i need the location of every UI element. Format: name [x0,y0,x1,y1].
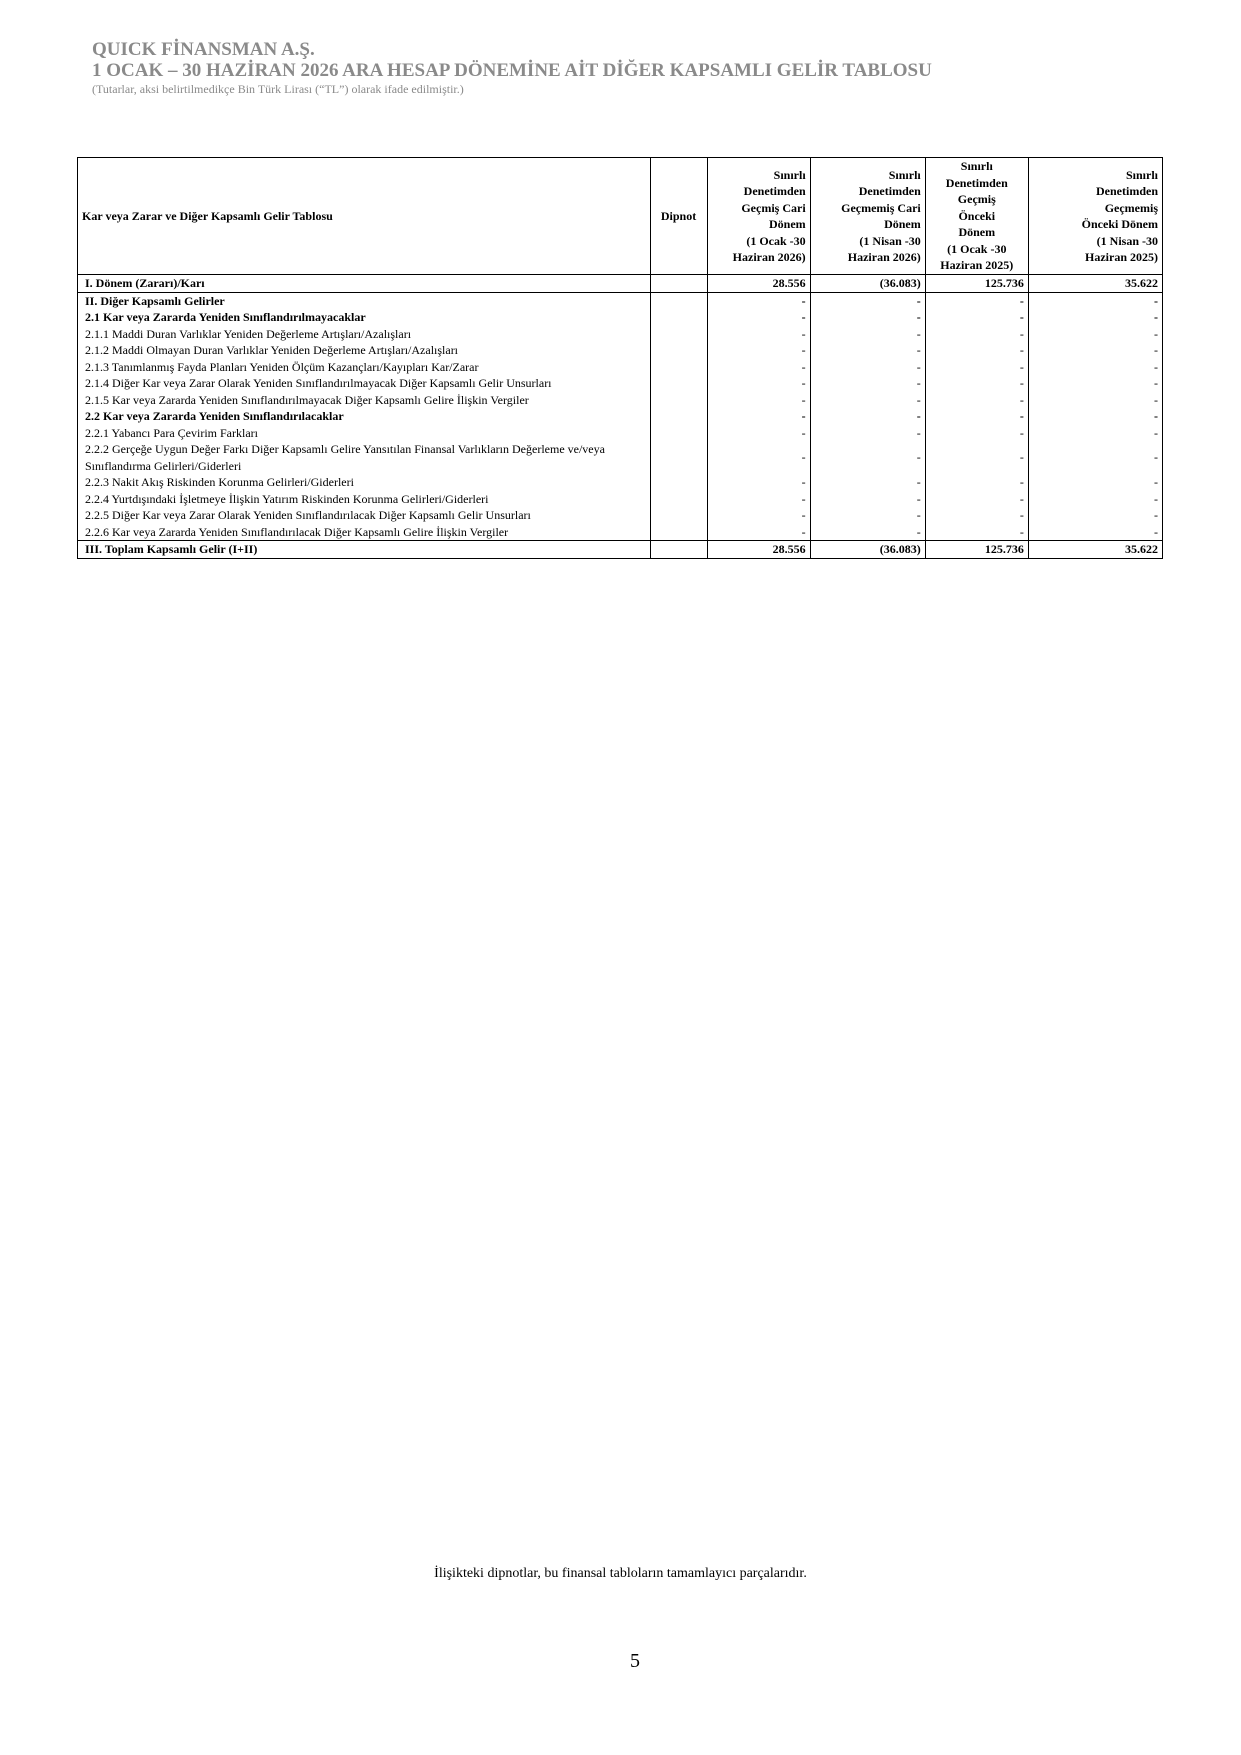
row-label: 2.2 Kar veya Zararda Yeniden Sınıflandırılacaklar [78,408,651,425]
row-note [650,375,707,392]
row-value: - [707,507,810,524]
row-value: - [1028,309,1162,326]
row-value: - [1028,375,1162,392]
row-value: - [925,359,1028,376]
row-value: 125.736 [925,275,1028,293]
row-value: - [810,375,925,392]
row-value: - [1028,441,1162,474]
row-label: 2.2.6 Kar veya Zararda Yeniden Sınıflandırılacak Diğer Kapsamlı Gelire İlişkin Vergiler [78,524,651,541]
row-value: - [925,309,1028,326]
table-row [78,474,1163,491]
header-line: Dönem [958,225,996,240]
header-period-2 [810,158,925,275]
row-value: - [707,359,810,376]
header-line: (1 Nisan -30 [1096,233,1158,248]
table-row [78,342,1163,359]
row-value: 125.736 [925,541,1028,559]
row-label: 2.1.4 Diğer Kar veya Zarar Olarak Yeniden Sınıflandırılmayacak Diğer Kapsamlı Gelir Unsurları [78,375,651,392]
row-label: 2.1 Kar veya Zararda Yeniden Sınıflandırılmayacaklar [78,309,651,326]
row-value: - [810,441,925,474]
header-line: Dönem [884,217,921,231]
row-label: 2.2.5 Diğer Kar veya Zarar Olarak Yeniden Sınıflandırılacak Diğer Kapsamlı Gelir Unsurları [78,507,651,524]
row-value: - [810,507,925,524]
row-value: - [925,491,1028,508]
row-value: - [707,524,810,541]
header-line: Geçmemiş [1104,200,1158,215]
row-value: - [1028,491,1162,508]
row-value: - [925,507,1028,524]
row-label: 2.1.1 Maddi Duran Varlıklar Yeniden Değerleme Artışları/Azalışları [78,326,651,343]
row-value: - [1028,425,1162,442]
row-note [650,359,707,376]
row-value: - [707,441,810,474]
row-value: - [925,292,1028,309]
comprehensive-income-table [77,157,1163,559]
row-label: 2.1.5 Kar veya Zararda Yeniden Sınıflandırılmayacak Diğer Kapsamlı Gelire İlişkin Vergiler [78,392,651,409]
row-value: - [810,326,925,343]
row-note [650,326,707,343]
row-value: - [1028,507,1162,524]
table-row [78,408,1163,425]
table-row [78,375,1163,392]
row-value: - [925,342,1028,359]
row-value: - [810,524,925,541]
header-line: Önceki [958,208,996,223]
table-row [78,326,1163,343]
header-period-3 [925,158,1028,275]
header-label-column: Kar veya Zarar ve Diğer Kapsamlı Gelir Tablosu [78,158,651,275]
currency-note: (Tutarlar, aksi belirtilmedikçe Bin Türk Lirası (“TL”) olarak ifade edilmiştir.) [92,82,464,96]
row-value: - [925,474,1028,491]
row-value: - [707,292,810,309]
row-value: - [810,408,925,425]
table-row [78,541,1163,559]
row-value: - [810,342,925,359]
table-row [78,392,1163,409]
header-line: Denetimden [945,175,1008,190]
header-line: Denetimden [1096,184,1158,198]
table-row [78,507,1163,524]
row-value: 35.622 [1028,541,1162,559]
header-line: (1 Ocak -30 [947,241,1007,256]
table-row [78,441,1163,474]
table-row [78,524,1163,541]
header-line: Denetimden [858,184,921,198]
row-label: II. Diğer Kapsamlı Gelirler [78,292,651,309]
header-line: Sınırlı [1125,167,1158,182]
table-row [78,491,1163,508]
statement-title: 1 OCAK – 30 HAZİRAN 2026 ARA HESAP DÖNEMİNE AİT DİĞER KAPSAMLI GELİR TABLOSU [92,60,932,81]
row-value: - [707,309,810,326]
table-row [78,309,1163,326]
row-note [650,342,707,359]
row-value: - [707,425,810,442]
table-row [78,425,1163,442]
document-header [92,40,932,96]
row-value: - [1028,292,1162,309]
row-value: - [707,474,810,491]
row-value: - [1028,474,1162,491]
row-note [650,541,707,559]
header-line: (1 Nisan -30 [859,233,921,248]
row-note [650,441,707,474]
row-value: - [810,292,925,309]
header-line: Dönem [768,217,806,231]
row-label: 2.2.1 Yabancı Para Çevirim Farkları [78,425,651,442]
row-note [650,474,707,491]
row-value: - [810,309,925,326]
header-line: Sınırlı [888,167,921,182]
header-line: Haziran 2025) [940,258,1014,273]
company-name: QUICK FİNANSMAN A.Ş. [92,39,315,60]
header-period-4 [1028,158,1162,275]
row-value: - [925,408,1028,425]
row-note [650,309,707,326]
row-value: 28.556 [707,275,810,293]
header-line: Haziran 2026) [732,250,806,264]
row-value: - [1028,342,1162,359]
row-value: - [707,491,810,508]
header-line: Sınırlı [960,159,993,174]
row-value: - [925,425,1028,442]
row-label: I. Dönem (Zararı)/Karı [78,275,651,293]
row-note [650,275,707,293]
row-value: - [1028,408,1162,425]
row-note [650,408,707,425]
row-value: - [1028,326,1162,343]
header-line: Geçmiş [957,192,996,207]
row-value: - [707,326,810,343]
row-value: - [1028,392,1162,409]
row-value: - [925,326,1028,343]
row-value: - [925,441,1028,474]
table-row [78,292,1163,309]
row-value: - [810,474,925,491]
row-value: - [810,359,925,376]
row-value: 28.556 [707,541,810,559]
row-label: 2.1.3 Tanımlanmış Fayda Planları Yeniden Ölçüm Kazançları/Kayıpları Kar/Zarar [78,359,651,376]
row-note [650,507,707,524]
row-value: - [810,392,925,409]
row-note [650,524,707,541]
row-value: - [1028,524,1162,541]
row-value: - [810,491,925,508]
header-note-column: Dipnot [650,158,707,275]
header-line: Haziran 2026) [847,250,921,264]
header-line: Geçmemiş Cari [841,200,921,215]
row-value: (36.083) [810,541,925,559]
header-line: Sınırlı [773,167,806,182]
row-label: 2.2.3 Nakit Akış Riskinden Korunma Gelirleri/Giderleri [78,474,651,491]
row-note [650,292,707,309]
header-line: Önceki Dönem [1081,217,1158,231]
header-line: Denetimden [743,184,806,198]
row-value: - [707,392,810,409]
footnote-text: İlişikteki dipnotlar, bu finansal tabloların tamamlayıcı parçalarıdır. [434,1566,807,1581]
table-header-row [78,158,1163,275]
row-value: 35.622 [1028,275,1162,293]
header-line: Geçmiş Cari [741,200,806,215]
row-note [650,425,707,442]
row-value: - [1028,359,1162,376]
row-value: - [707,375,810,392]
table-row [78,359,1163,376]
row-value: - [707,408,810,425]
row-value: - [810,425,925,442]
row-note [650,392,707,409]
row-value: - [707,342,810,359]
row-value: (36.083) [810,275,925,293]
table-row [78,275,1163,293]
row-value: - [925,524,1028,541]
row-note [650,491,707,508]
row-value: - [925,375,1028,392]
header-line: Haziran 2025) [1085,250,1158,264]
row-label: 2.2.4 Yurtdışındaki İşletmeye İlişkin Yatırım Riskinden Korunma Gelirleri/Giderleri [78,491,651,508]
row-label: 2.2.2 Gerçeğe Uygun Değer Farkı Diğer Kapsamlı Gelire Yansıtılan Finansal Varlıkların Değerleme ve/veya Sınıflandırma Gelirleri/Giderleri [78,441,651,474]
header-line: (1 Ocak -30 [746,233,806,248]
page-number: 5 [630,1650,640,1672]
row-value: - [925,392,1028,409]
row-label: III. Toplam Kapsamlı Gelir (I+II) [78,541,651,559]
row-label: 2.1.2 Maddi Olmayan Duran Varlıklar Yeniden Değerleme Artışları/Azalışları [78,342,651,359]
header-period-1 [707,158,810,275]
